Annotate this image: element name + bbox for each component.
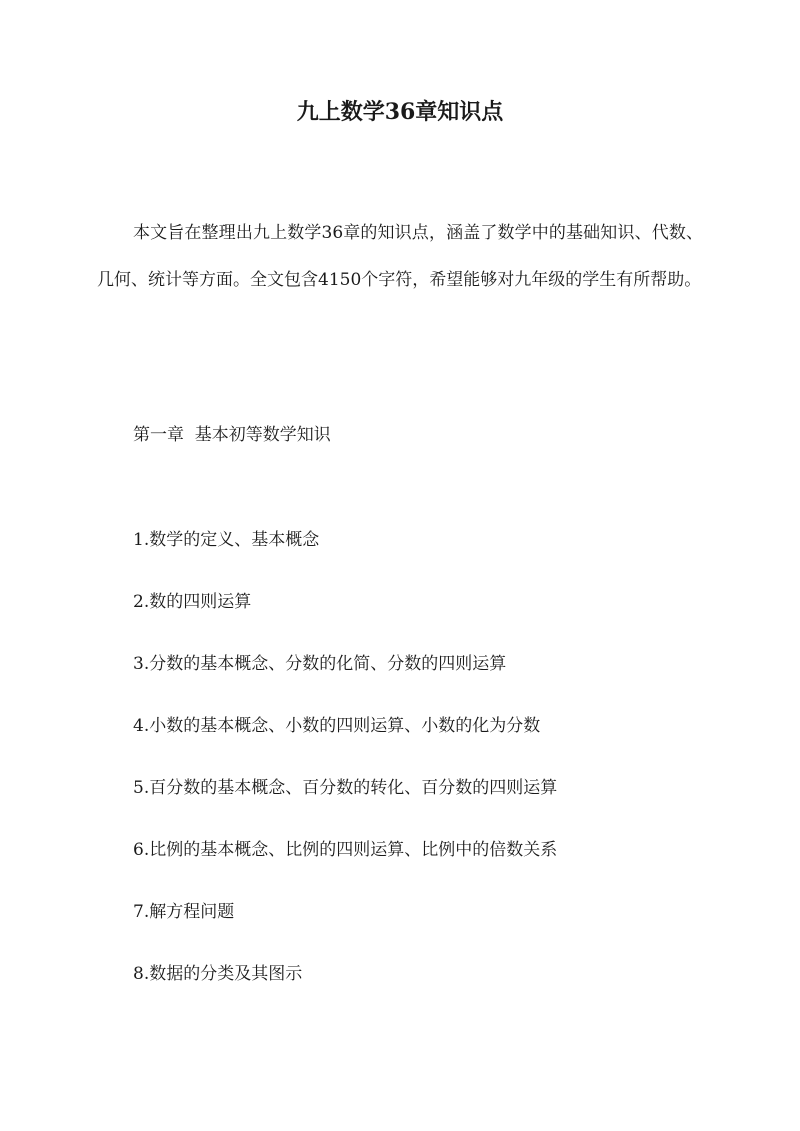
list-item: 1.数学的定义、基本概念 <box>133 530 320 550</box>
list-item: 7.解方程问题 <box>133 902 235 922</box>
chapter-heading: 第一章 基本初等数学知识 <box>133 425 331 445</box>
topic-list <box>133 524 557 1020</box>
intro-paragraph: 本文旨在整理出九上数学36章的知识点，涵盖了数学中的基础知识、代数、几何、统计等方面。全文包含4150个字符，希望能够对九年级的学生有所帮助。 <box>97 223 703 290</box>
document-title: 九上数学36章知识点 <box>296 99 504 125</box>
list-item: 3.分数的基本概念、分数的化简、分数的四则运算 <box>133 654 507 674</box>
list-item: 4.小数的基本概念、小数的四则运算、小数的化为分数 <box>133 716 541 736</box>
list-item: 6.比例的基本概念、比例的四则运算、比例中的倍数关系 <box>133 840 558 860</box>
list-item: 8.数据的分类及其图示 <box>133 964 303 984</box>
list-item: 2.数的四则运算 <box>133 592 252 612</box>
list-item: 5.百分数的基本概念、百分数的转化、百分数的四则运算 <box>133 778 558 798</box>
